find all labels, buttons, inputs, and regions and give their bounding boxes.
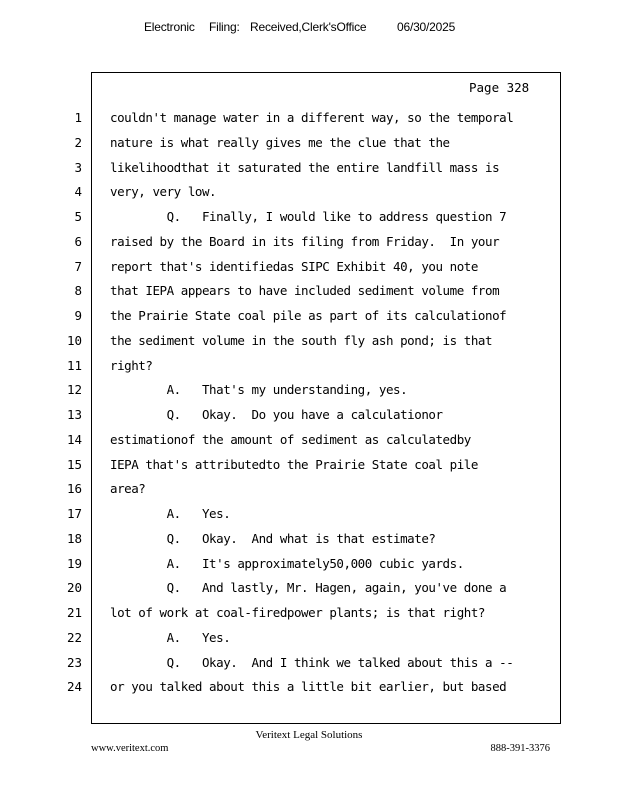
line-number: 5 [74, 209, 82, 224]
transcript-line [0, 579, 618, 597]
line-text: the Prairie State coal pile as part of its calculationof [110, 308, 507, 323]
transcript-line [0, 456, 618, 474]
line-text: A. That's my understanding, yes. [110, 382, 408, 398]
line-text: Q. Okay. And I think we talked about this a -- [110, 654, 514, 670]
transcript-line [0, 629, 618, 647]
line-text: Q. Finally, I would like to address question 7 [110, 209, 507, 224]
line-text: nature is what really gives me the clue that the [110, 134, 450, 150]
transcript-line [0, 159, 618, 177]
line-number: 24 [66, 679, 82, 695]
transcript-line [0, 134, 618, 152]
transcript-line [0, 282, 618, 300]
line-text: A. Yes. [110, 629, 231, 645]
line-text: the sediment volume in the south fly ash pond; is that [110, 332, 493, 348]
line-number: 23 [66, 654, 82, 670]
transcript-line [0, 654, 618, 672]
transcript-line [0, 183, 618, 201]
line-number: 22 [66, 629, 82, 645]
line-number: 6 [74, 233, 82, 249]
transcript-line [0, 208, 618, 226]
line-number: 19 [66, 555, 82, 571]
header-date: 06/30/2025 [397, 20, 456, 34]
line-number: 9 [74, 308, 82, 323]
line-number: 20 [66, 580, 82, 596]
line-text: that IEPA appears to have included sediment volume from [110, 283, 500, 299]
line-text: likelihoodthat it saturated the entire landfill mass is [110, 159, 500, 175]
line-number: 11 [66, 357, 82, 373]
line-text: lot of work at coal-firedpower plants; is that right? [110, 605, 486, 620]
footer-company: Veritext Legal Solutions [255, 729, 363, 741]
header-electronic: Electronic [144, 20, 195, 34]
line-number: 10 [66, 332, 82, 348]
page-number: Page 328 [469, 80, 530, 95]
transcript-line [0, 530, 618, 548]
line-number: 3 [74, 159, 82, 175]
transcript-line [0, 307, 618, 325]
footer-website: www.veritext.com [91, 743, 169, 754]
transcript-line [0, 678, 618, 696]
footer-phone: 888-391-3376 [490, 743, 550, 754]
line-text: report that's identifiedas SIPC Exhibit 40, you note [110, 258, 478, 274]
line-number: 21 [66, 605, 82, 620]
line-text: Q. Okay. Do you have a calculationor [110, 407, 443, 422]
line-text: or you talked about this a little bit earlier, but based [110, 679, 507, 695]
transcript-line [0, 381, 618, 399]
header-received: Received,Clerk'sOffice [250, 20, 367, 34]
line-number: 13 [66, 407, 82, 422]
transcript-line [0, 604, 618, 622]
line-number: 7 [74, 258, 82, 274]
line-number: 18 [66, 530, 82, 546]
line-number: 15 [66, 456, 82, 472]
line-text: estimationof the amount of sediment as calculatedby [110, 431, 471, 447]
transcript-line [0, 258, 618, 276]
transcript-line [0, 431, 618, 449]
line-text: raised by the Board in its filing from Friday. In your [110, 233, 500, 249]
transcript-line [0, 480, 618, 498]
line-number: 14 [66, 431, 82, 447]
line-text: couldn't manage water in a different way, so the temporal [110, 110, 514, 125]
line-text: very, very low. [110, 184, 217, 200]
transcript-line [0, 332, 618, 350]
line-text: Q. Okay. And what is that estimate? [110, 530, 436, 546]
transcript-line [0, 406, 618, 424]
transcript-line [0, 109, 618, 127]
line-text: A. It's approximately50,000 cubic yards. [110, 555, 464, 571]
line-text: Q. And lastly, Mr. Hagen, again, you've done a [110, 580, 507, 596]
line-number: 16 [66, 481, 82, 497]
line-text: area? [110, 481, 146, 497]
line-text: A. Yes. [110, 506, 231, 521]
line-text: IEPA that's attributedto the Prairie State coal pile [110, 456, 478, 472]
line-number: 1 [74, 110, 82, 125]
line-number: 17 [66, 506, 82, 521]
line-number: 8 [74, 283, 82, 299]
line-number: 4 [74, 184, 82, 200]
line-number: 2 [74, 134, 82, 150]
header-filing: Filing: [209, 20, 240, 34]
transcript-line [0, 555, 618, 573]
line-number: 12 [66, 382, 82, 398]
transcript-line [0, 233, 618, 251]
filing-header [0, 20, 618, 38]
line-text: right? [110, 357, 153, 373]
transcript-line [0, 357, 618, 375]
transcript-line [0, 505, 618, 523]
